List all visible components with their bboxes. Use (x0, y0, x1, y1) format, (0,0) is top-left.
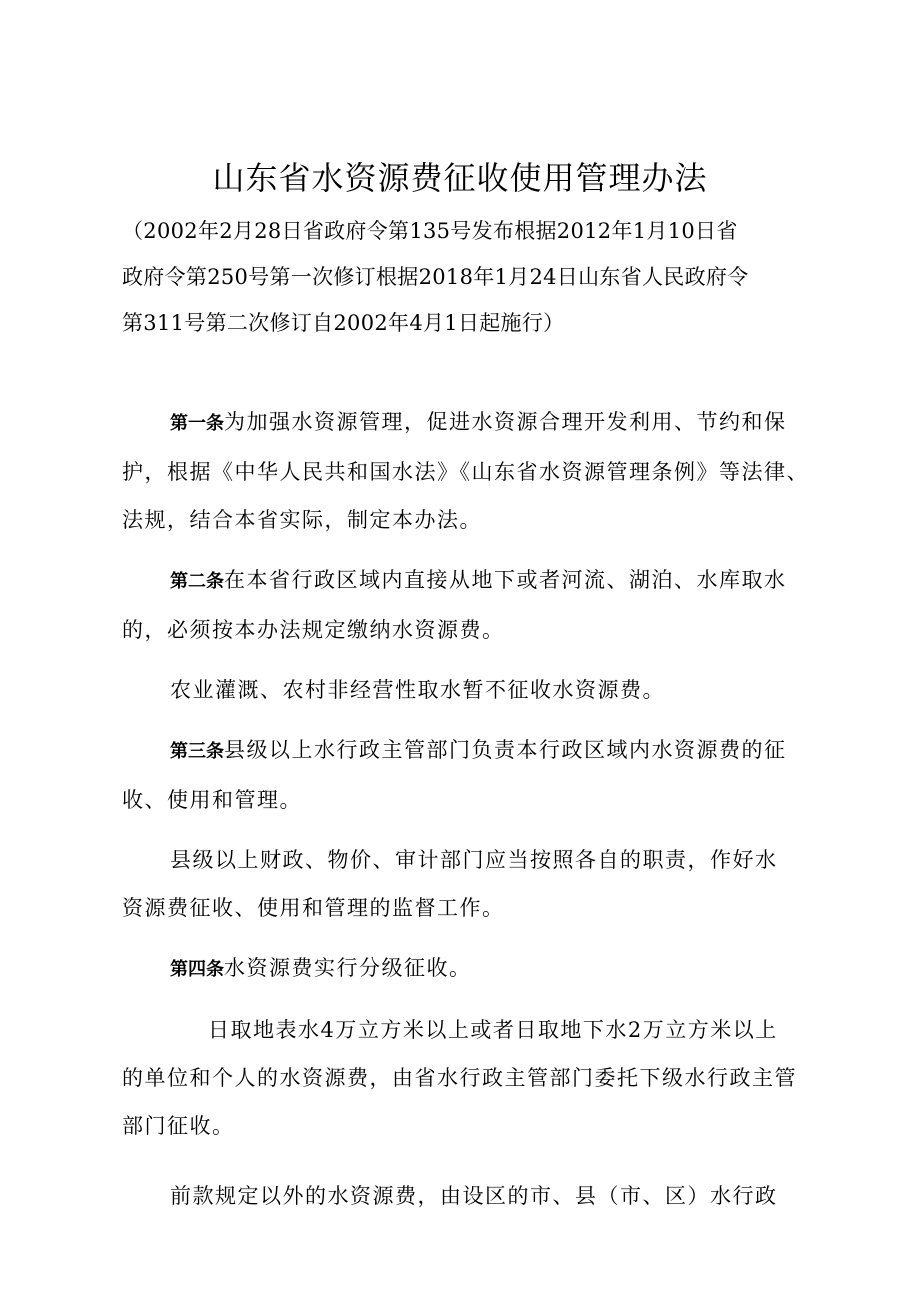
article-3-paragraph-2: 县级以上财政、物价、审计部门应当按照各自的职责，作好水 (170, 848, 778, 872)
article-2-paragraph-2: 农业灌溉、农村非经营性取水暂不征收水资源费。 (170, 678, 665, 702)
subtitle-line: 政府令第250号第一次修订根据2018年1月24日山东省人民政府令 (122, 265, 749, 289)
article-4-paragraph-2: 日取地表水4万立方米以上或者日取地下水2万立方米以上 (208, 1018, 778, 1042)
article-3-label: 第三条 (170, 741, 224, 762)
article-text: 部门征收。 (122, 1114, 235, 1138)
article-4-paragraph-3: 前款规定以外的水资源费，由设区的市、县（市、区）水行政 (170, 1184, 778, 1208)
article-3-first-line (122, 726, 810, 776)
article-text: 的，必须按本办法规定缴纳水资源费。 (122, 618, 505, 642)
article-text: 为加强水资源管理，促进水资源合理开发利用、节约和保 (224, 410, 787, 434)
article-text: 资源费征收、使用和管理的监督工作。 (122, 896, 505, 920)
article-4-first-line (122, 944, 810, 994)
article-1-label: 第一条 (170, 413, 224, 434)
article-text: 护，根据《中华人民共和国水法》《山东省水资源管理条例》等法律、 (122, 460, 809, 484)
article-text: 县级以上水行政主管部门负责本行政区域内水资源费的征 (224, 738, 787, 762)
article-text: 收、使用和管理。 (122, 788, 302, 812)
article-text: 法规，结合本省实际，制定本办法。 (122, 508, 482, 532)
article-text: 水资源费实行分级征收。 (224, 956, 472, 980)
subtitle-line: 第311号第二次修订自2002年4月1日起施行） (122, 311, 565, 335)
document-body (122, 398, 810, 1220)
article-text: 在本省行政区域内直接从地下或者河流、湖泊、水库取水 (224, 568, 787, 592)
subtitle-line: （2002年2月28日省政府令第135号发布根据2012年1月10日省 (122, 219, 738, 243)
document-title: 山东省水资源费征收使用管理办法 (212, 159, 708, 197)
article-4-label: 第四条 (170, 959, 224, 980)
article-2-first-line (122, 556, 810, 606)
article-text: 的单位和个人的水资源费，由省水行政主管部门委托下级水行政主管 (122, 1066, 797, 1090)
article-1-first-line (122, 398, 810, 448)
document-subtitle (122, 208, 812, 346)
article-2-label: 第二条 (170, 571, 224, 592)
